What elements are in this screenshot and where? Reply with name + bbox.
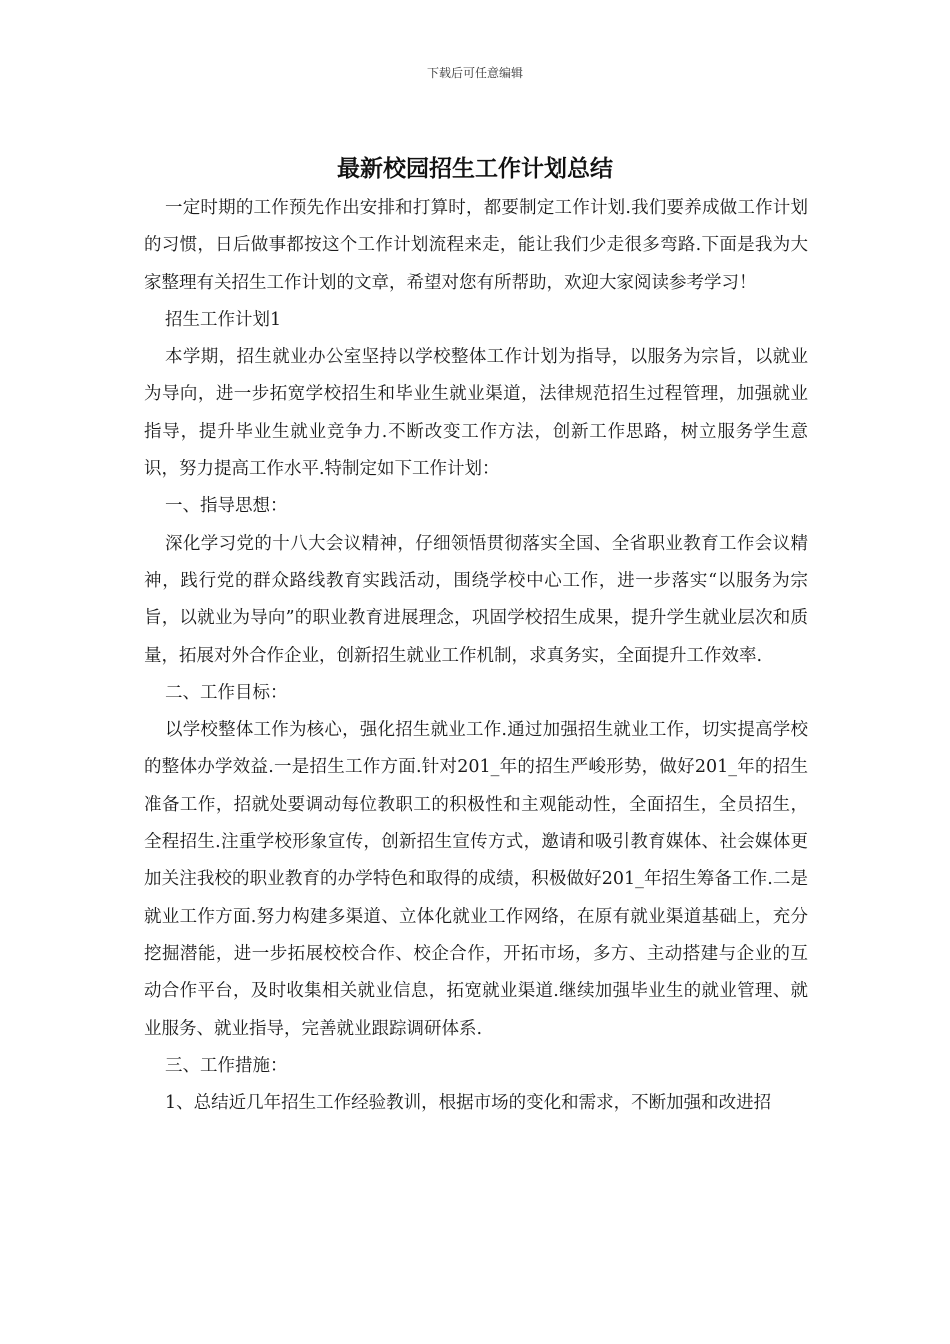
document-body (144, 190, 808, 1122)
paragraph-guiding-ideology: 深化学习党的十八大会议精神，仔细领悟贯彻落实全国、全省职业教育工作会议精神，践行党的群众路线教育实践活动，围绕学校中心工作，进一步落实“以服务为宗旨，以就业为导向”的职业教育进展理念，巩固学校招生成果，提升学生就业层次和质量，拓展对外合作企业，创新招生就业工作机制，求真务实，全面提升工作效率. (144, 533, 808, 666)
paragraph-work-goals: 以学校整体工作为核心，强化招生就业工作.通过加强招生就业工作，切实提高学校的整体办学效益.一是招生工作方面.针对201_年的招生严峻形势，做好201_年的招生准备工作，招就处要调动每位教职工的积极性和主观能动性，全面招生，全员招生，全程招生.注重学校形象宣传，创新招生宣传方式，邀请和吸引教育媒体、社会媒体更加关注我校的职业教育的办学特色和取得的成绩，积极做好201_年招生筹备工作.二是就业工作方面.努力构建多渠道、立体化就业工作网络，在原有就业渠道基础上，充分挖掘潜能，进一步拓展校校合作、校企合作，开拓市场，多方、主动搭建与企业的互动合作平台，及时收集相关就业信息，拓宽就业渠道.继续加强毕业生的就业管理、就业服务、就业指导，完善就业跟踪调研体系. (144, 720, 808, 1039)
paragraph-measure-1: 1、总结近几年招生工作经验教训，根据市场的变化和需求，不断加强和改进招 (165, 1093, 772, 1114)
document-title: 最新校园招生工作计划总结 (337, 155, 613, 182)
section-heading-plan-1: 招生工作计划1 (165, 309, 282, 330)
section-heading-guiding-ideology: 一、指导思想： (165, 496, 288, 517)
paragraph-intro: 一定时期的工作预先作出安排和打算时，都要制定工作计划.我们要养成做工作计划的习惯，日后做事都按这个工作计划流程来走，能让我们少走很多弯路.下面是我为大家整理有关招生工作计划的文章，希望对您有所帮助，欢迎大家阅读参考学习！ (144, 198, 808, 293)
paragraph-semester-plan: 本学期，招生就业办公室坚持以学校整体工作计划为指导，以服务为宗旨，以就业为导向，进一步拓宽学校招生和毕业生就业渠道，法律规范招生过程管理，加强就业指导，提升毕业生就业竞争力.不断改变工作方法，创新工作思路，树立服务学生意识，努力提高工作水平.特制定如下工作计划： (144, 347, 808, 480)
section-heading-work-goals: 二、工作目标： (165, 682, 288, 703)
section-heading-work-measures: 三、工作措施： (165, 1055, 288, 1076)
page-header-note: 下载后可任意编辑 (426, 66, 523, 80)
